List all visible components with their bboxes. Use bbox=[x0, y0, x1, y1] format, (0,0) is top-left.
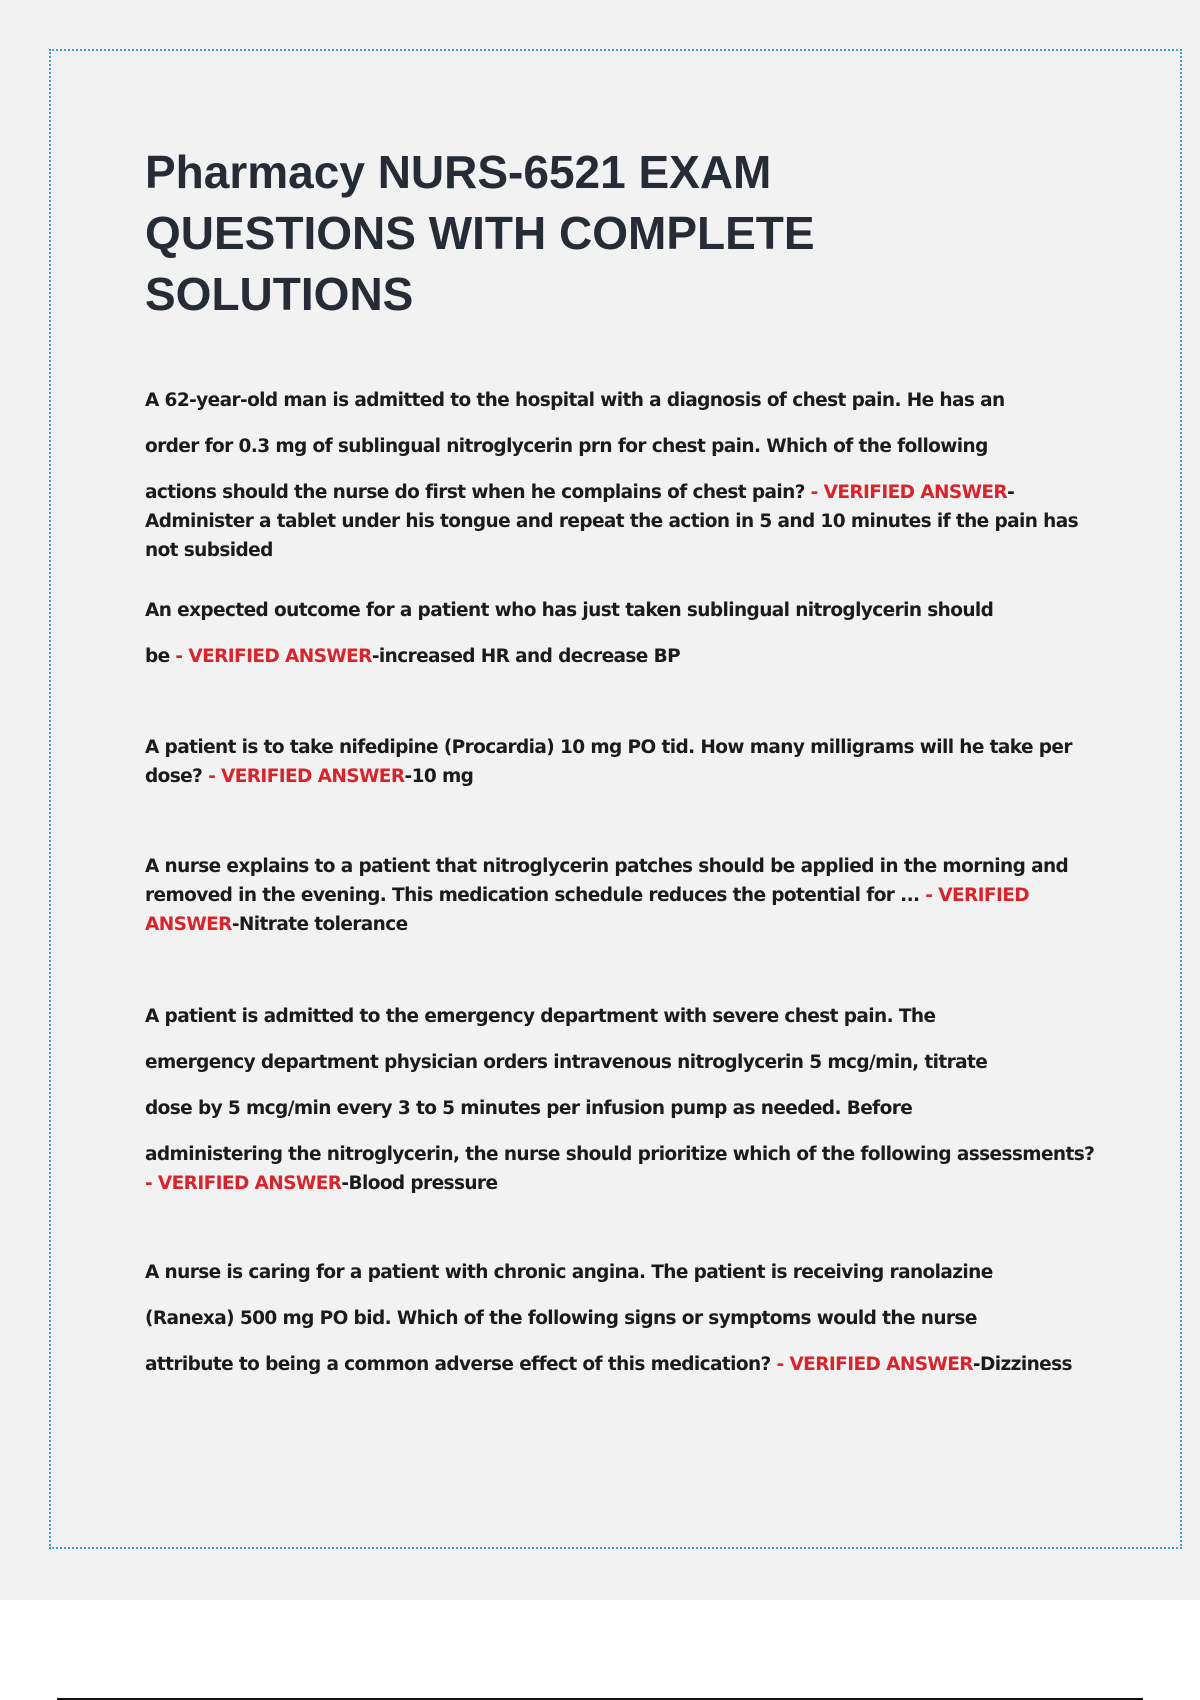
question-block-3 bbox=[145, 733, 1095, 791]
separator: - bbox=[919, 885, 939, 906]
verified-answer-label: VERIFIED ANSWER bbox=[145, 885, 1030, 935]
answer-prefix: - bbox=[231, 914, 239, 935]
answer-text: increased HR and decrease BP bbox=[378, 646, 681, 667]
separator: - bbox=[770, 1354, 790, 1375]
document-title: Pharmacy NURS-6521 EXAM QUESTIONS WITH COMPLETE SOLUTIONS bbox=[145, 146, 815, 320]
answer-text: Dizziness bbox=[980, 1354, 1072, 1375]
question-line: An expected outcome for a patient who has just taken sublingual nitroglycerin should bbox=[145, 600, 994, 621]
question-line: A 62-year-old man is admitted to the hospital with a diagnosis of chest pain. He has an bbox=[145, 390, 1005, 411]
answer-prefix: - bbox=[371, 646, 379, 667]
separator: - bbox=[145, 1173, 158, 1194]
question-line: (Ranexa) 500 mg PO bid. Which of the following signs or symptoms would the nurse bbox=[145, 1308, 977, 1329]
question-block-6 bbox=[145, 1258, 1095, 1379]
answer-text: Administer a tablet under his tongue and repeat the action in 5 and 10 minutes if the pain has not subsided bbox=[145, 511, 1078, 561]
question-block-2 bbox=[145, 596, 1095, 671]
question-final-line bbox=[145, 852, 1095, 939]
answer-text: Nitrate tolerance bbox=[238, 914, 408, 935]
question-final-line bbox=[145, 1350, 1095, 1379]
answer-prefix: - bbox=[1007, 482, 1015, 503]
separator: - bbox=[202, 766, 222, 787]
question-final-line bbox=[145, 478, 1095, 565]
question-text: A nurse explains to a patient that nitroglycerin patches should be applied in the morning and removed in the evening. This medication schedule reduces the potential for ... bbox=[145, 856, 1069, 906]
answer-prefix: - bbox=[972, 1354, 981, 1375]
question-text: A patient is to take nifedipine (Procardia) 10 mg PO tid. How many milligrams will he take per dose? bbox=[145, 737, 1072, 787]
question-final-line bbox=[145, 1140, 1095, 1198]
separator: - bbox=[804, 482, 824, 503]
answer-prefix: - bbox=[404, 766, 412, 787]
question-text: attribute to being a common adverse effect of this medication? bbox=[145, 1354, 771, 1375]
question-line: emergency department physician orders intravenous nitroglycerin 5 mcg/min, titrate bbox=[145, 1052, 988, 1073]
question-line: A patient is admitted to the emergency department with severe chest pain. The bbox=[145, 1006, 936, 1027]
separator: - bbox=[169, 646, 189, 667]
question-text: be bbox=[145, 646, 170, 667]
verified-answer-label: VERIFIED ANSWER bbox=[188, 646, 372, 667]
verified-answer-label: VERIFIED ANSWER bbox=[157, 1173, 342, 1194]
question-line: dose by 5 mcg/min every 3 to 5 minutes per infusion pump as needed. Before bbox=[145, 1098, 913, 1119]
question-line: order for 0.3 mg of sublingual nitroglycerin prn for chest pain. Which of the following bbox=[145, 436, 988, 457]
question-block-5 bbox=[145, 1002, 1095, 1198]
question-text: actions should the nurse do first when he complains of chest pain? bbox=[145, 482, 805, 503]
question-block-4 bbox=[145, 852, 1095, 939]
verified-answer-label: VERIFIED ANSWER bbox=[823, 482, 1008, 503]
question-line: A nurse is caring for a patient with chronic angina. The patient is receiving ranolazine bbox=[145, 1262, 993, 1283]
verified-answer-label: VERIFIED ANSWER bbox=[789, 1354, 973, 1375]
answer-prefix: - bbox=[341, 1173, 349, 1194]
answer-text: 10 mg bbox=[411, 766, 474, 787]
verified-answer-label: VERIFIED ANSWER bbox=[221, 766, 405, 787]
question-final-line bbox=[145, 642, 1095, 671]
question-block-1 bbox=[145, 386, 1095, 565]
answer-text: Blood pressure bbox=[348, 1173, 498, 1194]
question-final-line bbox=[145, 733, 1095, 791]
question-text: administering the nitroglycerin, the nurse should prioritize which of the following assessments? bbox=[145, 1144, 1095, 1165]
